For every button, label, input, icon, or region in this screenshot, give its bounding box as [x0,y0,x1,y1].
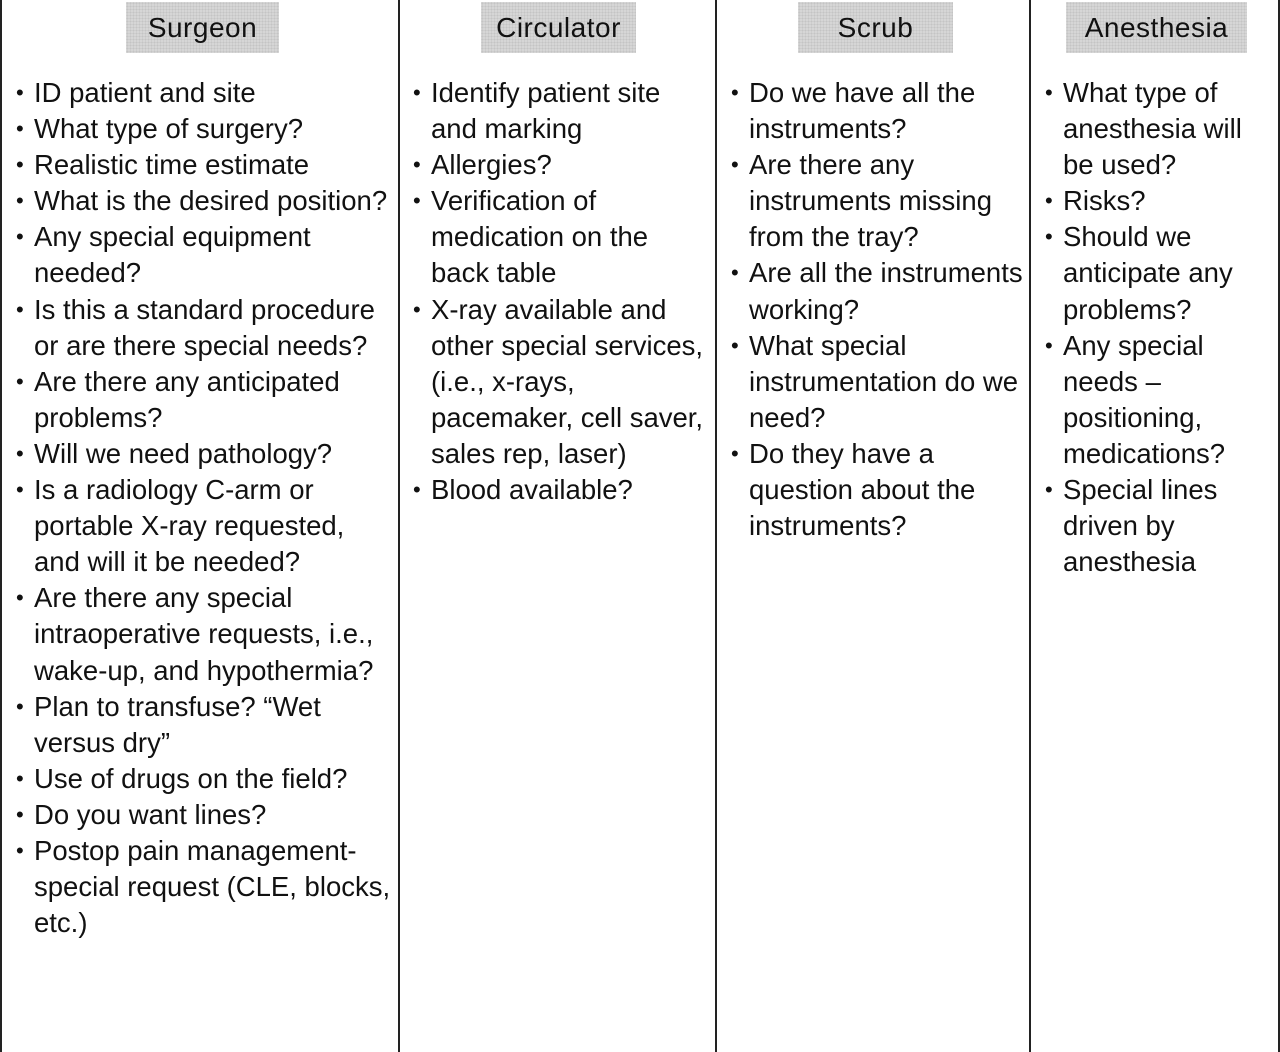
list-item [14,689,394,761]
list-item [729,328,1027,436]
bullet-icon: • [413,477,421,503]
list-item-text: Identify patient site and marking [431,77,661,145]
list-item-text: Is this a standard procedure or are there special needs? [34,293,375,361]
list-item-text: Are there any anticipated problems? [34,365,340,433]
bullet-icon: • [1045,224,1053,250]
bullet-icon: • [16,116,24,142]
list-item-text: ID patient and site [34,77,256,108]
list-item-text: Is a radiology C-arm or portable X-ray requested, and will it be needed? [34,474,345,578]
bullet-icon: • [16,368,24,394]
list-item-text: Postop pain management-special request (CLE, blocks, etc.) [34,834,391,939]
column-anesthesia [1031,0,1280,1052]
bullet-icon: • [731,152,739,178]
list-item-text: Risks? [1063,185,1146,217]
bullet-icon: • [1045,80,1053,105]
bullet-icon: • [413,80,421,105]
list-item [729,436,1027,544]
list-item-text: Realistic time estimate [34,149,310,181]
list-item [14,219,394,291]
list-item-text: Should we anticipate any problems? [1063,221,1233,325]
column-heading-anesthesia: Anesthesia [1066,2,1247,53]
list-item [411,147,711,183]
bullet-icon: • [413,152,421,178]
list-item [14,111,394,147]
list-item [411,472,711,508]
list-item [14,75,394,111]
list-item-text: Are there any special intraoperative requests, i.e., wake-up, and hypothermia? [34,582,374,686]
bullet-icon: • [731,332,739,358]
bullet-icon: • [16,224,24,250]
bullet-icon: • [16,801,24,827]
list-item-text: Blood available? [431,474,633,506]
list-item [411,183,711,291]
bullet-icon: • [16,693,24,719]
bullet-icon: • [1045,332,1053,358]
list-item [14,147,394,183]
bullet-icon: • [16,440,24,466]
bullet-icon: • [731,260,739,286]
list-item-text: Any special needs – positioning, medications? [1063,329,1226,469]
list-item-text: Do you want lines? [34,798,267,830]
list-item [1043,328,1278,472]
bullet-icon: • [1045,188,1053,214]
list-item [14,436,394,472]
list-item [411,292,711,472]
item-list-scrub [729,75,1027,544]
list-item-text: Verification of medication on the back table [431,185,649,289]
list-item [729,147,1027,255]
list-item-text: Are all the instruments working? [749,257,1023,325]
list-item [1043,472,1278,580]
bullet-icon: • [16,477,24,503]
list-item-text: Plan to transfuse? “Wet versus dry” [34,690,321,758]
column-circulator [400,0,717,1052]
list-item-text: Are there any instruments missing from the tray? [749,149,992,253]
list-item-text: Any special equipment needed? [34,221,311,289]
column-heading-scrub: Scrub [798,2,953,53]
list-item [14,797,394,833]
list-item-text: Special lines driven by anesthesia [1063,474,1218,578]
list-item-text: Allergies? [431,149,552,181]
bullet-icon: • [16,80,24,105]
list-item-text: What type of surgery? [34,113,304,145]
list-item [1043,219,1278,327]
list-item [411,75,711,147]
list-item [14,292,394,364]
column-surgeon [2,0,400,1052]
bullet-icon: • [413,296,421,322]
list-item-text: Use of drugs on the field? [34,762,348,794]
list-item [14,833,394,941]
bullet-icon: • [16,837,24,863]
column-scrub [717,0,1031,1052]
bullet-icon: • [16,296,24,322]
item-list-circulator [411,75,711,508]
item-list-anesthesia [1043,75,1278,580]
list-item-text: Do we have all the instruments? [749,77,976,145]
list-item [1043,183,1278,219]
item-list-surgeon [14,75,394,941]
list-item [14,761,394,797]
bullet-icon: • [731,80,739,105]
list-item-text: What is the desired position? [34,185,388,217]
bullet-icon: • [1045,477,1053,503]
list-item [14,183,394,219]
list-item [729,75,1027,147]
list-item [14,364,394,436]
column-heading-circulator: Circulator [481,2,636,53]
bullet-icon: • [16,188,24,214]
bullet-icon: • [16,152,24,178]
bullet-icon: • [731,440,739,466]
list-item-text: X-ray available and other special services, (i.e., x-rays, pacemaker, cell saver, sales rep, laser) [431,293,704,469]
bullet-icon: • [16,585,24,611]
list-item [14,580,394,688]
list-item-text: Do they have a question about the instruments? [749,437,976,542]
list-item [14,472,394,580]
list-item-text: Will we need pathology? [34,437,333,469]
list-item-text: What special instrumentation do we need? [749,329,1019,433]
bullet-icon: • [16,765,24,791]
list-item [729,255,1027,327]
list-item [1043,75,1278,183]
bullet-icon: • [413,188,421,214]
list-item-text: What type of anesthesia will be used? [1063,77,1242,181]
column-heading-surgeon: Surgeon [126,2,279,53]
